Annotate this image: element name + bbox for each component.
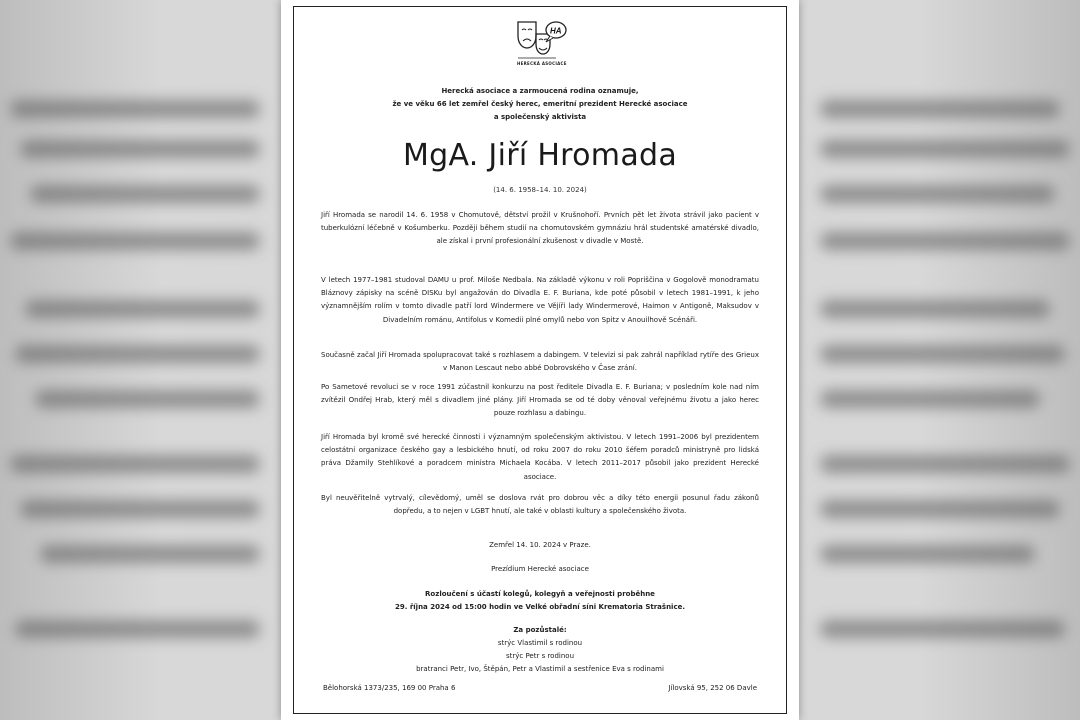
life-dates: (14. 6. 1958–14. 10. 2024) (493, 186, 587, 194)
intro-line-3: a společenský aktivista (493, 113, 587, 121)
obituary-card (281, 0, 799, 720)
presidium-signature: Prezídium Herecké asociace (491, 565, 589, 573)
farewell-line-1: Rozloučení s účastí kolegů, kolegyň a veřejnosti proběhne (425, 590, 655, 598)
paragraph-childhood: Jiří Hromada se narodil 14. 6. 1958 v Chomutově, dětství prožil v Krušnohoří. Prvních pět let života strávil jako pacient v tuberkulózní léčebně v Košumberku. Později během studií na chomutovském gymnáziu hrál studentské amatérské divadlo, ale získal i první profesionální zkušenost v divadle v Mostě. (321, 211, 759, 246)
announcement-intro (301, 85, 779, 124)
farewell-notice (301, 588, 779, 614)
survivors-line-1: strýc Vlastimil s rodinou (497, 639, 583, 647)
address-right: Jílovská 95, 252 06 Davle (668, 684, 757, 692)
paragraph-theatre: V letech 1977–1981 studoval DAMU u prof. Miloše Nedbala. Na základě výkonu v roli Popriščina v Gogolově monodramatu Bláznovy zápisky na scéně DISKu byl angažován do Divadla E. F. Buriana, kde poté působil v letech 1981–1991, k jeho významnějším rolím v tomto divadle patří lord Windermere ve Vějíři lady Windermerové, Haimon v Antigoně, Maksudov v Divadelním románu, Antifolus v Komedii plné omylů nebo von Spitz v Anouilhově Scénáři. (321, 276, 759, 324)
survivors-line-3: bratranci Petr, Ivo, Štěpán, Petr a Vlastimil a sestřenice Eva s rodinami (416, 665, 664, 673)
intro-line-1: Herecká asociace a zarmoucená rodina oznamuje, (441, 87, 639, 95)
logo-caption: HERECKÁ ASOCIACE (517, 61, 567, 66)
survivors-heading: Za pozůstalé: (513, 626, 567, 634)
farewell-line-2: 29. října 2024 od 15:00 hodin ve Velké obřadní síni Krematoria Strašnice. (394, 603, 686, 611)
paragraph-public-life: Po Sametové revoluci se v roce 1991 zúčastnil konkurzu na post ředitele Divadla E. F. Buriana; v posledním kole nad ním zvítězil Ondřej Hrab, který měl s divadlem jiné plány. Jiří Hromada se od té doby věnoval veřejnému životu a jako herec pouze rozhlasu a dabingu. (321, 383, 759, 418)
survivors-line-2: strýc Petr s rodinou (505, 652, 575, 660)
survivors-block (301, 624, 779, 676)
intro-line-2: že ve věku 66 let zemřel český herec, emeritní prezident Herecké asociace (392, 100, 688, 108)
paragraph-radio-dubbing: Současně začal Jiří Hromada spolupracovat také s rozhlasem a dabingem. V televizi si pak zahrál například rytíře des Grieux v Manon Lescaut nebo abbé Dobrovského v Čase zrání. (321, 351, 759, 373)
logo-mark: HA (550, 26, 562, 36)
address-left: Bělohorská 1373/235, 169 00 Praha 6 (323, 684, 456, 692)
paragraph-activism: Jiří Hromada byl kromě své herecké činnosti i významným společenským aktivistou. V letech 1991–2006 byl prezidentem celostátní organizace českého gay a lesbického hnutí, od roku 2007 do roku 2010 šéfem poradců ministryně pro lidská práva Džamily Stehlíkové a poradcem ministra Michaela Kocába. V letech 2011–2017 působil jako prezident Herecké asociace. (321, 433, 759, 481)
deceased-name: MgA. Jiří Hromada (402, 138, 678, 173)
death-notice: Zemřel 14. 10. 2024 v Praze. (489, 541, 591, 549)
paragraph-legacy: Byl neuvěřitelně vytrvalý, cílevědomý, uměl se doslova rvát pro dobrou věc a díky této energii posunul řadu zákonů dopředu, a to nejen v LGBT hnutí, ale také v oblasti kultury a společenského života. (321, 494, 759, 516)
